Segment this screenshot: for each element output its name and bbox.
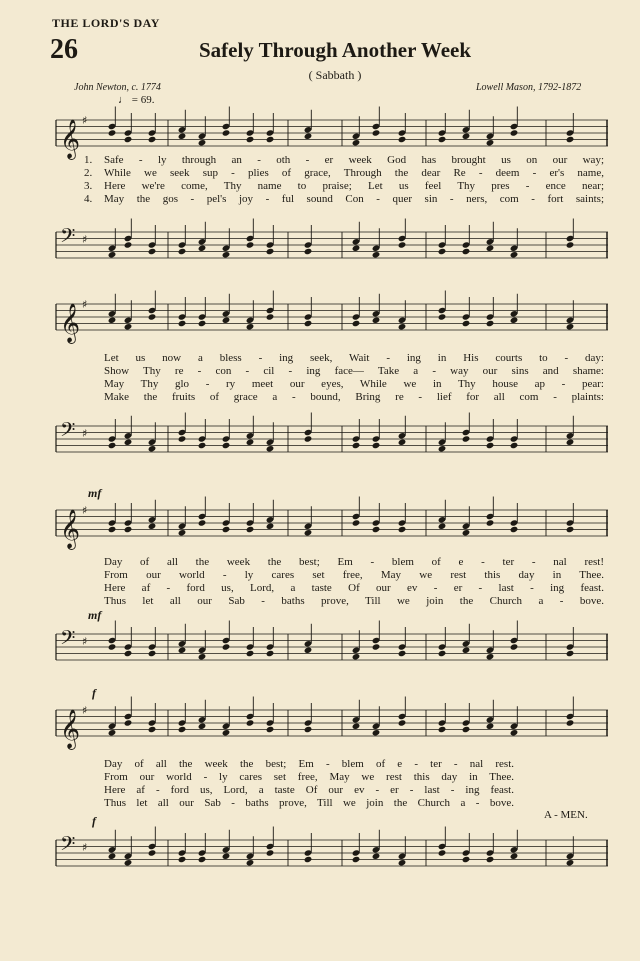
note-head	[352, 856, 361, 863]
note-head	[566, 526, 575, 533]
note-head	[266, 523, 275, 530]
note-head	[486, 723, 495, 730]
note-head	[222, 643, 231, 650]
note-head	[246, 323, 255, 330]
note-head	[398, 859, 407, 866]
note-head	[372, 129, 381, 136]
note-head	[462, 320, 471, 327]
verse-block-3	[84, 556, 604, 608]
lyric-line	[84, 758, 604, 771]
note-head	[372, 251, 381, 258]
note-head	[438, 313, 447, 320]
note-head	[266, 136, 275, 143]
lyric-line	[84, 180, 604, 193]
note-head	[398, 241, 407, 248]
note-head	[486, 139, 495, 146]
lyric-line	[84, 154, 604, 167]
note-head	[198, 653, 207, 660]
note-head	[222, 129, 231, 136]
note-head	[566, 323, 575, 330]
treble-staff	[56, 702, 608, 750]
note-head	[352, 723, 361, 730]
note-head	[266, 445, 275, 452]
lyric-text: May the gos - pel's joy - ful sound Con - quer sin - ners, com - fort saints;	[104, 193, 604, 205]
note-head	[246, 241, 255, 248]
section-label: THE LORD'S DAY	[52, 16, 160, 30]
lyric-line	[84, 784, 604, 797]
note-head	[178, 248, 187, 255]
lyric-line	[84, 569, 604, 582]
bass-clef-icon: 𝄢	[60, 418, 76, 446]
note-head	[304, 726, 313, 733]
note-head	[372, 442, 381, 449]
lyric-line	[84, 797, 604, 810]
note-head	[566, 439, 575, 446]
note-head	[462, 435, 471, 442]
note-head	[148, 523, 157, 530]
note-head	[108, 442, 117, 449]
note-head	[486, 856, 495, 863]
note-head	[124, 136, 133, 143]
note-head	[510, 317, 519, 324]
note-head	[108, 526, 117, 533]
lyric-line	[84, 352, 604, 365]
lyric-text: Here af - ford us, Lord, a taste Of our ev - er - last - ing feast.	[104, 784, 514, 796]
note-head	[148, 248, 157, 255]
note-head	[148, 849, 157, 856]
note-head	[222, 853, 231, 860]
note-head	[304, 647, 313, 654]
note-head	[148, 650, 157, 657]
treble-clef-icon: 𝄞	[60, 709, 81, 749]
note-head	[398, 136, 407, 143]
note-head	[148, 136, 157, 143]
lyric-line	[84, 365, 604, 378]
lyric-text: Show Thy re - con - cil - ing face— Take a - way our sins and shame:	[104, 365, 604, 377]
note-head	[304, 435, 313, 442]
lyric-text: Here af - ford us, Lord, a taste Of our ev - er - last - ing feast.	[104, 582, 604, 594]
lyric-text: Thus let all our Sab - baths prove, Till we join the Church a - bove.	[104, 797, 514, 809]
dynamic-marking: f	[92, 686, 96, 700]
note-head	[510, 442, 519, 449]
note-head	[486, 519, 495, 526]
lyric-line	[84, 771, 604, 784]
lyric-line	[84, 595, 604, 608]
note-head	[462, 133, 471, 140]
lyric-text: From our world - ly cares set free, May we rest this day in Thee.	[104, 771, 514, 783]
tune-name: ( Sabbath )	[308, 68, 362, 82]
hymn-number: 26	[50, 34, 78, 65]
key-signature-sharp-icon: ♯	[82, 704, 88, 717]
note-head	[372, 729, 381, 736]
note-head	[178, 647, 187, 654]
note-head	[178, 435, 187, 442]
lyric-text: Let us now a bless - ing seek, Wait - ing in His courts to - day:	[104, 352, 604, 364]
note-head	[178, 856, 187, 863]
note-head	[510, 129, 519, 136]
note-head	[304, 320, 313, 327]
note-head	[510, 729, 519, 736]
bass-staff	[56, 224, 608, 272]
verse-number: 4.	[84, 193, 93, 205]
note-head	[198, 139, 207, 146]
note-head	[352, 653, 361, 660]
note-head	[462, 726, 471, 733]
note-head	[266, 248, 275, 255]
amen-text: A - MEN.	[544, 809, 588, 821]
verse-number: 1.	[84, 154, 93, 166]
bass-staff	[56, 418, 608, 466]
lyric-text: Thus let all our Sab - baths prove, Till we join the Church a - bove.	[104, 595, 604, 607]
lyric-text: Day of all the week the best; Em - blem of e - ter - nal rest!	[104, 556, 604, 568]
key-signature-sharp-icon: ♯	[82, 298, 88, 311]
note-head	[124, 650, 133, 657]
note-head	[266, 313, 275, 320]
dynamic-marking: mf	[88, 486, 102, 500]
key-signature-sharp-icon: ♯	[82, 114, 88, 127]
treble-clef-icon: 𝄞	[60, 303, 81, 343]
note-head	[222, 526, 231, 533]
composer-credit: Lowell Mason, 1792-1872	[476, 82, 582, 93]
note-head	[438, 445, 447, 452]
note-head	[352, 320, 361, 327]
treble-staff	[56, 112, 608, 160]
note-head	[148, 313, 157, 320]
note-head	[124, 323, 133, 330]
note-head	[246, 650, 255, 657]
note-head	[438, 248, 447, 255]
note-head	[108, 643, 117, 650]
note-head	[266, 650, 275, 657]
note-head	[108, 729, 117, 736]
note-head	[486, 653, 495, 660]
note-head	[178, 133, 187, 140]
note-head	[148, 445, 157, 452]
note-head	[108, 317, 117, 324]
note-head	[198, 856, 207, 863]
key-signature-sharp-icon: ♯	[82, 233, 88, 246]
author-credit: John Newton, c. 1774	[74, 82, 161, 93]
lyric-text: Day of all the week the best; Em - blem of e - ter - nal rest.	[104, 758, 514, 770]
note-head	[124, 439, 133, 446]
note-head	[462, 248, 471, 255]
note-head	[510, 853, 519, 860]
note-head	[124, 241, 133, 248]
note-head	[124, 719, 133, 726]
lyric-line	[84, 582, 604, 595]
bass-clef-icon: 𝄢	[60, 832, 76, 860]
note-head	[510, 643, 519, 650]
lyric-text: Here we're come, Thy name to praise; Let us feel Thy pres - ence near;	[104, 180, 604, 192]
tempo-marking: ♩ = 69.	[118, 94, 155, 106]
note-head	[566, 136, 575, 143]
note-head	[566, 859, 575, 866]
note-head	[178, 320, 187, 327]
lyric-line	[84, 391, 604, 404]
note-head	[566, 241, 575, 248]
lyric-text: From our world - ly cares set free, May we rest this day in Thee.	[104, 569, 604, 581]
note-head	[372, 853, 381, 860]
note-head	[352, 442, 361, 449]
note-head	[438, 726, 447, 733]
note-head	[108, 251, 117, 258]
lyric-text: May Thy glo - ry meet our eyes, While we in Thy house ap - pear:	[104, 378, 604, 390]
note-head	[486, 320, 495, 327]
note-head	[246, 526, 255, 533]
note-head	[198, 519, 207, 526]
verse-number: 2.	[84, 167, 93, 179]
note-head	[222, 317, 231, 324]
note-head	[510, 526, 519, 533]
note-head	[198, 320, 207, 327]
lyric-line	[84, 378, 604, 391]
note-head	[198, 723, 207, 730]
note-head	[148, 726, 157, 733]
treble-clef-icon: 𝄞	[60, 119, 81, 159]
note-head	[124, 526, 133, 533]
note-head	[352, 519, 361, 526]
note-head	[438, 523, 447, 530]
note-head	[438, 650, 447, 657]
note-head	[304, 248, 313, 255]
note-head	[462, 856, 471, 863]
note-head	[566, 650, 575, 657]
lyric-line	[84, 556, 604, 569]
note-head	[438, 136, 447, 143]
note-head	[438, 849, 447, 856]
key-signature-sharp-icon: ♯	[82, 504, 88, 517]
note-head	[398, 650, 407, 657]
key-signature-sharp-icon: ♯	[82, 841, 88, 854]
lyric-line	[84, 167, 604, 180]
note-head	[246, 859, 255, 866]
note-head	[246, 136, 255, 143]
treble-clef-icon: 𝄞	[60, 509, 81, 549]
note-head	[398, 526, 407, 533]
bass-staff	[56, 626, 608, 674]
verse-block-4	[84, 758, 604, 810]
note-head	[398, 719, 407, 726]
note-head	[246, 719, 255, 726]
verse-number: 3.	[84, 180, 93, 192]
note-head	[304, 856, 313, 863]
treble-staff	[56, 502, 608, 550]
note-head	[486, 245, 495, 252]
hymn-title: Safely Through Another Week	[198, 38, 472, 62]
dynamic-marking: mf	[88, 608, 102, 622]
verse-block-2	[84, 352, 604, 404]
note-head	[124, 859, 133, 866]
dynamic-marking: f	[92, 814, 96, 828]
note-head	[178, 726, 187, 733]
note-head	[398, 439, 407, 446]
note-head	[566, 719, 575, 726]
note-head	[372, 526, 381, 533]
note-head	[352, 139, 361, 146]
note-head	[372, 317, 381, 324]
note-head	[266, 849, 275, 856]
note-head	[198, 245, 207, 252]
lyric-text: Make the fruits of grace a - bound, Bring re - lief for all com - plaints:	[104, 391, 604, 403]
note-head	[178, 529, 187, 536]
note-head	[462, 529, 471, 536]
lyric-text: While we seek sup - plies of grace, Through the dear Re - deem - er's name,	[104, 167, 604, 179]
treble-staff	[56, 296, 608, 344]
note-head	[222, 251, 231, 258]
note-head	[198, 442, 207, 449]
note-head	[372, 643, 381, 650]
key-signature-sharp-icon: ♯	[82, 635, 88, 648]
note-head	[222, 729, 231, 736]
note-head	[266, 726, 275, 733]
note-head	[222, 442, 231, 449]
bass-staff	[56, 832, 608, 880]
lyric-line	[84, 193, 604, 206]
note-head	[486, 442, 495, 449]
note-head	[462, 647, 471, 654]
note-head	[304, 133, 313, 140]
note-head	[304, 529, 313, 536]
note-head	[352, 245, 361, 252]
verse-block-1	[84, 154, 604, 206]
lyric-text: Safe - ly through an - oth - er week God has brought us on our way;	[104, 154, 604, 166]
note-head	[510, 251, 519, 258]
bass-clef-icon: 𝄢	[60, 224, 76, 252]
note-head	[246, 439, 255, 446]
note-head	[398, 323, 407, 330]
key-signature-sharp-icon: ♯	[82, 427, 88, 440]
bass-clef-icon: 𝄢	[60, 626, 76, 654]
note-head	[108, 129, 117, 136]
note-head	[108, 853, 117, 860]
